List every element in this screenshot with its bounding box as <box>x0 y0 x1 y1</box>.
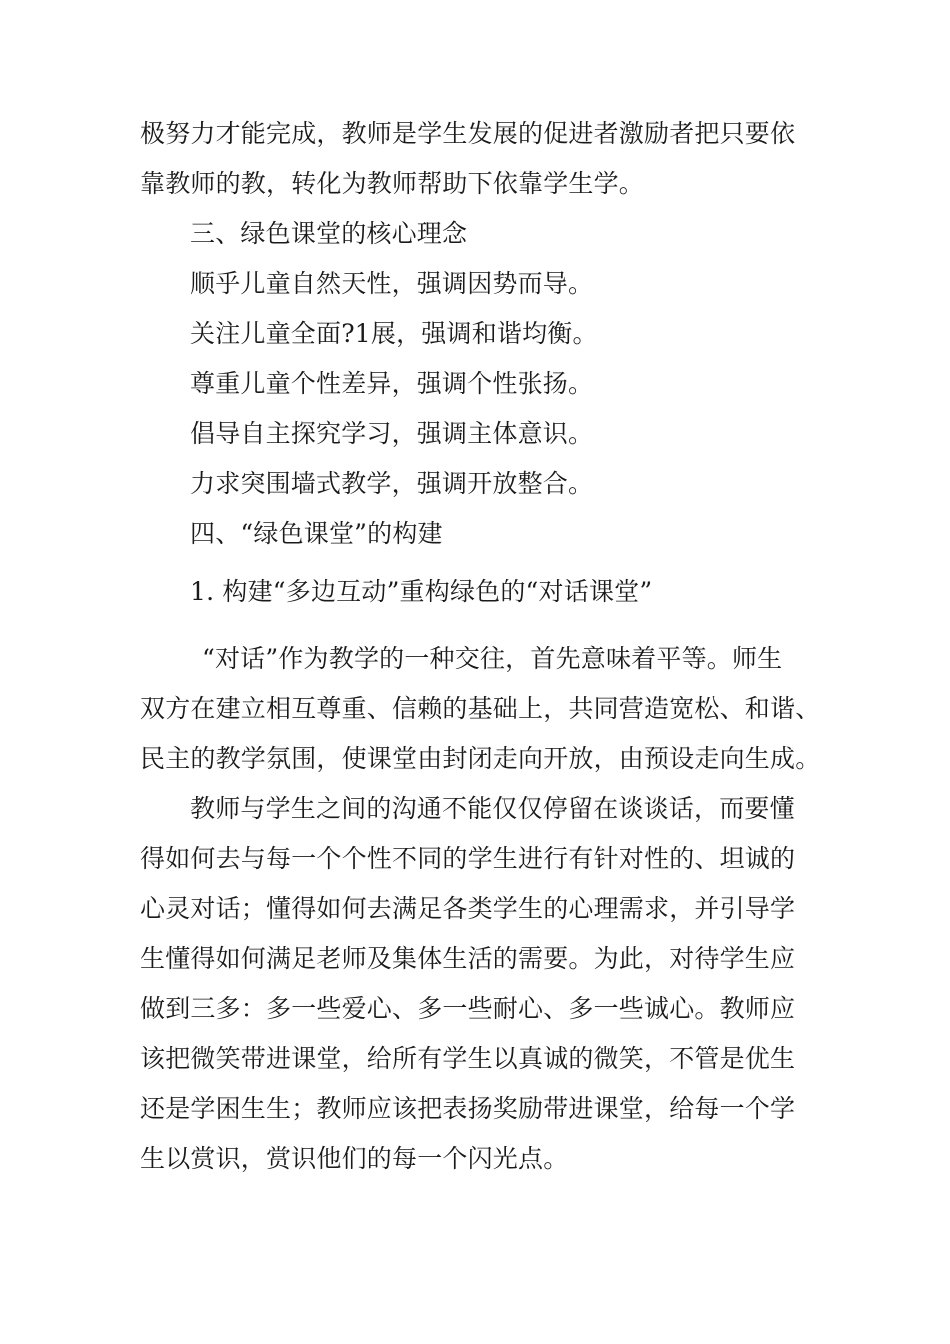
paragraph-line: 心灵对话；懂得如何去满足各类学生的心理需求，并引导学 <box>140 894 796 923</box>
paragraph-line: 双方在建立相互尊重、信赖的基础上，共同营造宽松、和谐、 <box>140 694 821 723</box>
paragraph-line: 该把微笑带进课堂，给所有学生以真诚的微笑，不管是优生 <box>140 1044 796 1073</box>
section-heading: 四、“绿色课堂”的构建 <box>190 519 443 548</box>
paragraph-line: 还是学困生生；教师应该把表扬奖励带进课堂，给每一个学 <box>140 1094 796 1123</box>
paragraph-line: 做到三多：多一些爱心、多一些耐心、多一些诚心。教师应 <box>140 994 796 1023</box>
paragraph-line: “对话”作为教学的一种交往，首先意味着平等。师生 <box>202 644 783 673</box>
paragraph-line: 生懂得如何满足老师及集体生活的需要。为此，对待学生应 <box>140 944 796 973</box>
paragraph-line: 靠教师的教，转化为教师帮助下依靠学生学。 <box>140 169 645 198</box>
section-heading: 三、绿色课堂的核心理念 <box>190 219 468 248</box>
list-item: 力求突围墙式教学，强调开放整合。 <box>190 469 594 498</box>
paragraph-line: 教师与学生之间的沟通不能仅仅停留在谈谈话，而要懂 <box>190 794 795 823</box>
paragraph-line: 得如何去与每一个个性不同的学生进行有针对性的、坦诚的 <box>140 844 796 873</box>
paragraph-line: 民主的教学氛围，使课堂由封闭走向开放，由预设走向生成。 <box>140 744 821 773</box>
list-item: 倡导自主探究学习，强调主体意识。 <box>190 419 594 448</box>
list-item: 顺乎儿童自然天性，强调因势而导。 <box>190 269 594 298</box>
list-item: 关注儿童全面?1展，强调和谐均衡。 <box>190 319 598 348</box>
list-item: 尊重儿童个性差异，强调个性张扬。 <box>190 369 594 398</box>
paragraph-line: 极努力才能完成，教师是学生发展的促进者激励者把只要依 <box>140 119 796 148</box>
paragraph-line: 生以赏识，赏识他们的每一个闪光点。 <box>140 1144 569 1173</box>
subsection-heading: 1. 构建“多边互动”重构绿色的“对话课堂” <box>190 577 653 606</box>
